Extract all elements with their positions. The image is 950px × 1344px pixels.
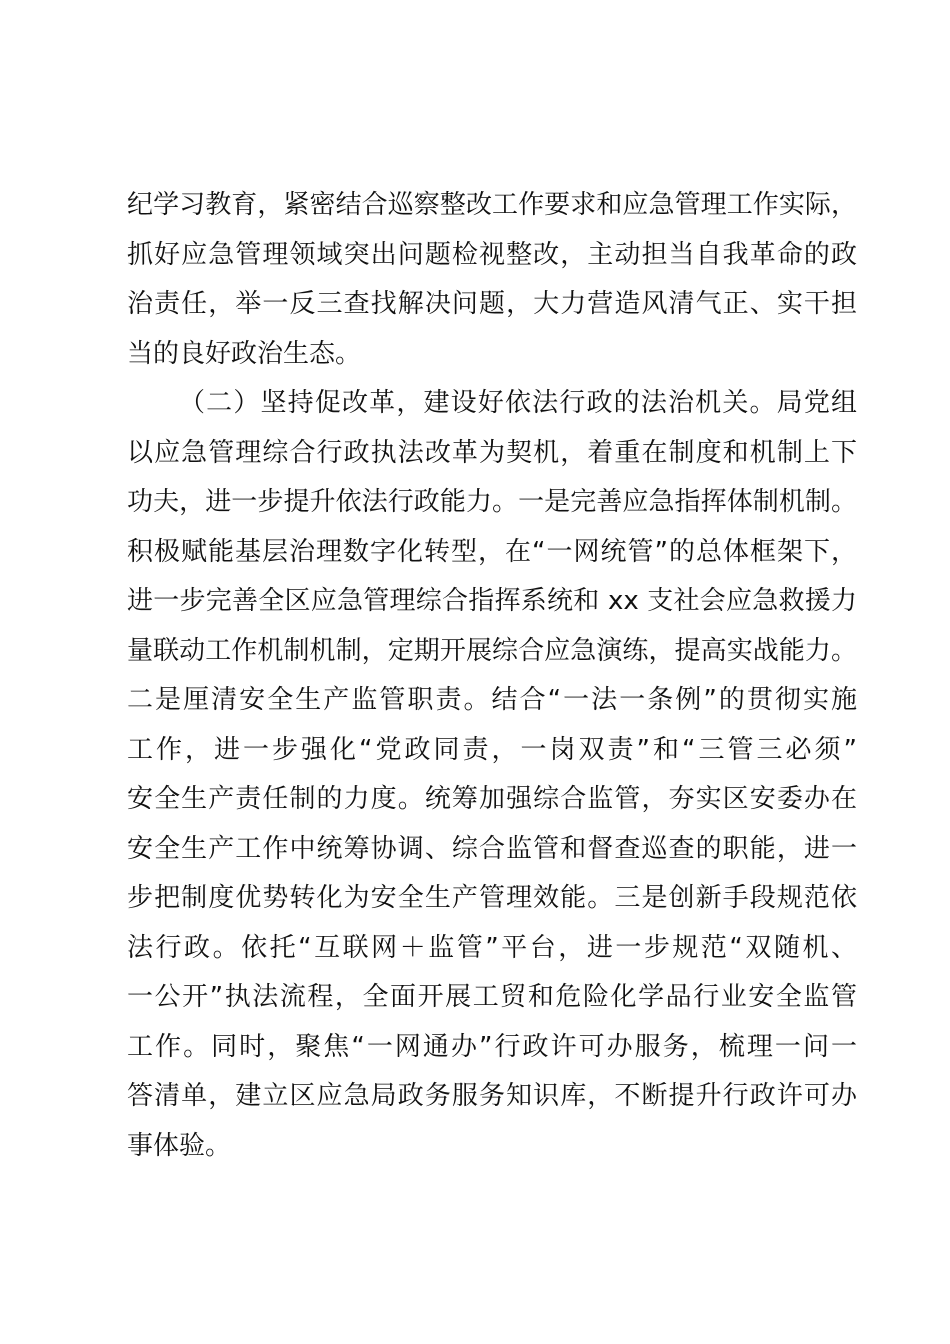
section-heading-line: （二）坚持促改革，建设好依法行政的法治机关。局党组 [179, 388, 857, 418]
text-line: 以应急管理综合行政执法改革为契机，着重在制度和机制上下 [127, 437, 857, 468]
text-line: 积极赋能基层治理数字化转型，在“一网统管”的总体框架下， [127, 536, 857, 567]
text-line: 治责任，举一反三查找解决问题，大力营造风清气正、实干担 [127, 289, 857, 319]
text-line: 当的良好政治生态。 [127, 338, 362, 369]
text-line: 纪学习教育，紧密结合巡察整改工作要求和应急管理工作实际， [127, 190, 857, 220]
text-line: 事体验。 [127, 1130, 232, 1161]
text-line: 抓好应急管理领域突出问题检视整改，主动担当自我革命的政 [127, 239, 857, 270]
text-line: 量联动工作机制机制，定期开展综合应急演练，提高实战能力。 [127, 635, 857, 666]
text-line: 一公开”执法流程，全面开展工贸和危险化学品行业安全监管 [127, 982, 857, 1012]
text-line: 工作，进一步强化“党政同责，一岗双责”和“三管三必须” [127, 734, 857, 765]
text-line: 功夫，进一步提升依法行政能力。一是完善应急指挥体制机制。 [127, 487, 857, 517]
text-line: 法行政。依托“互联网＋监管”平台，进一步规范“双随机、 [127, 932, 857, 963]
text-line: 答清单，建立区应急局政务服务知识库，不断提升行政许可办 [127, 1081, 857, 1111]
text-line: 二是厘清安全生产监管职责。结合“一法一条例”的贯彻实施 [127, 685, 857, 715]
text-line: 进一步完善全区应急管理综合指挥系统和 xx 支社会应急救援力 [127, 586, 857, 616]
text-line: 安全生产责任制的力度。统筹加强综合监管，夯实区安委办在 [127, 784, 857, 814]
body-text [127, 181, 857, 1171]
text-line: 安全生产工作中统筹协调、综合监管和督查巡查的职能，进一 [127, 833, 857, 864]
text-line: 步把制度优势转化为安全生产管理效能。三是创新手段规范依 [127, 883, 857, 913]
text-line: 工作。同时，聚焦“一网通办”行政许可办服务，梳理一问一 [127, 1031, 857, 1062]
